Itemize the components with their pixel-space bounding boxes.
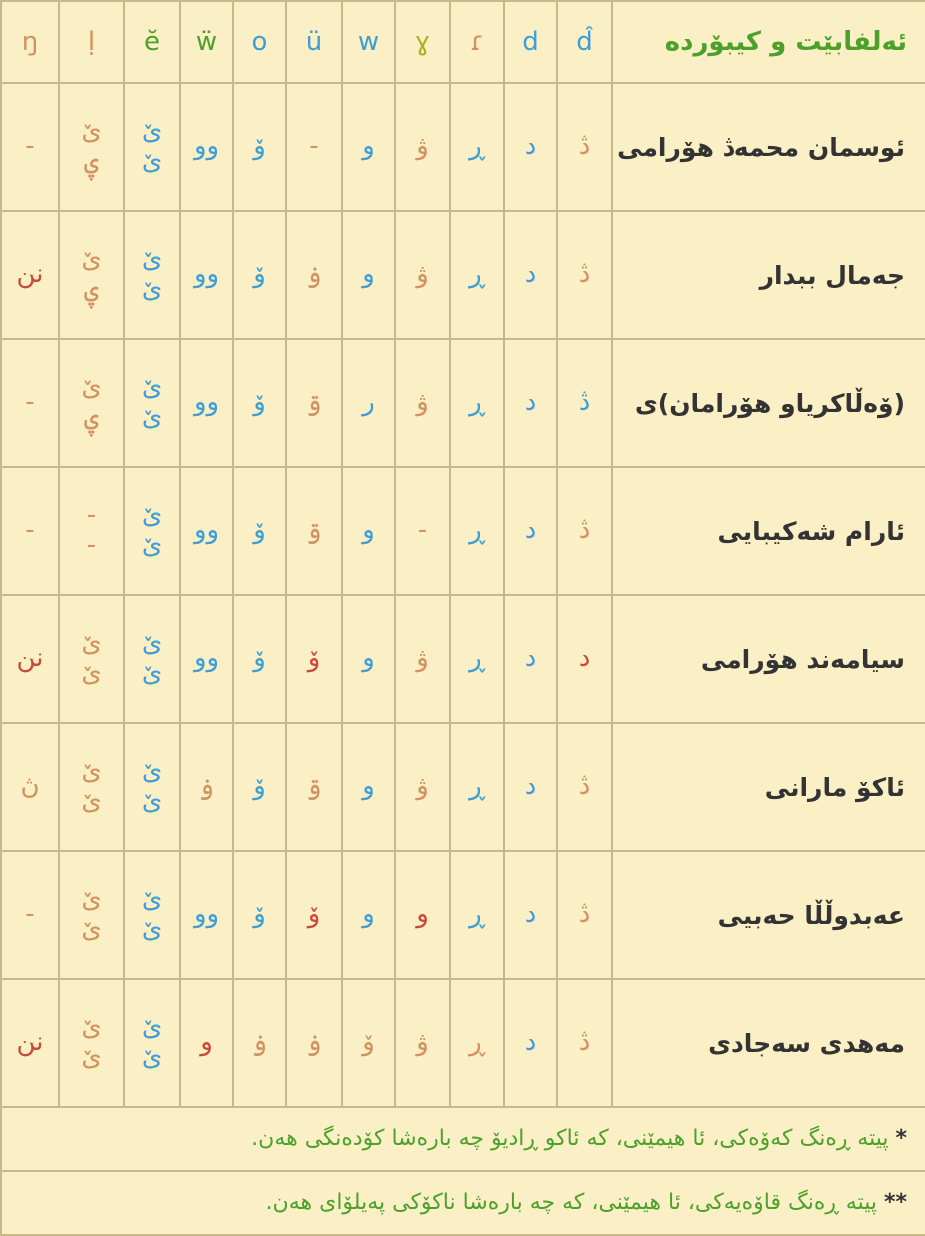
header-letter-8: ɾ: [450, 1, 504, 83]
letter-cell: [342, 851, 395, 979]
letter-glyph: د: [524, 515, 537, 546]
header-letter-9: d: [504, 1, 557, 83]
letter-glyph: -: [25, 387, 35, 418]
letter-cell: [124, 723, 180, 851]
letter-glyph: وو: [193, 131, 220, 162]
letter-cell: [504, 851, 557, 979]
letter-glyph: و: [362, 771, 375, 802]
letter-glyph: ڎ: [578, 899, 591, 930]
letter-glyph: ڎ: [578, 515, 591, 546]
letter-glyph: ێ ێ: [141, 1012, 163, 1072]
letter-glyph: ر: [362, 387, 375, 418]
letter-glyph: ێ ێ: [81, 884, 102, 944]
letter-glyph: ێ ێ: [81, 628, 102, 688]
letter-glyph: وو: [193, 515, 220, 546]
letter-glyph: د: [524, 1027, 537, 1058]
letter-cell: [1, 595, 59, 723]
letter-cell: [1, 211, 59, 339]
letter-glyph: ۋ: [416, 643, 429, 674]
letter-cell: [124, 467, 180, 595]
letter-glyph: ۆ: [362, 1027, 375, 1058]
letter-glyph: د: [524, 643, 537, 674]
table-row: [1, 467, 925, 595]
header-letter-4: o: [233, 1, 286, 83]
letter-glyph: -: [309, 131, 319, 162]
letter-glyph: ۋ: [416, 1027, 429, 1058]
letter-glyph: و: [362, 259, 375, 290]
header-letter-2: ĕ: [124, 1, 180, 83]
letter-cell: [504, 467, 557, 595]
author-name: ئارام شەکیبایی: [612, 467, 925, 595]
letter-glyph: وو: [193, 899, 220, 930]
letter-cell: [59, 83, 124, 211]
letter-glyph: ێ ۑ: [81, 244, 102, 304]
letter-glyph: ێ ێ: [141, 244, 163, 304]
letter-cell: [395, 723, 450, 851]
letter-glyph: و: [416, 899, 429, 930]
note-1-text: پیتە ڕەنگ کەۆەکی، ئا هیمێنی، کە ئاکو ڕادیۆ چە بارەشا کۆدەنگی هەن.: [251, 1126, 889, 1151]
letter-cell: [180, 211, 233, 339]
letter-cell: [124, 851, 180, 979]
letter-cell: [504, 723, 557, 851]
letter-cell: [1, 83, 59, 211]
letter-cell: [557, 211, 612, 339]
letter-glyph: نن: [16, 259, 44, 290]
letter-glyph: ێ ێ: [81, 1012, 102, 1072]
letter-glyph: ۆ: [253, 387, 266, 418]
letter-cell: [59, 595, 124, 723]
letter-glyph: و: [200, 1027, 213, 1058]
letter-glyph: ێ ێ: [81, 756, 102, 816]
letter-cell: [557, 83, 612, 211]
letter-cell: [504, 339, 557, 467]
letter-cell: [180, 467, 233, 595]
letter-glyph: ڎ: [578, 387, 591, 418]
letter-glyph: ێ ێ: [141, 372, 163, 432]
table-row: [1, 851, 925, 979]
letter-glyph: ۋ: [416, 131, 429, 162]
table-row: [1, 83, 925, 211]
letter-cell: [1, 851, 59, 979]
letter-glyph: ۆ: [253, 259, 266, 290]
letter-cell: [59, 211, 124, 339]
letter-glyph: ۊ: [306, 515, 322, 546]
letter-cell: [395, 595, 450, 723]
note-1: [1, 1107, 925, 1171]
letter-glyph: ڽ: [20, 771, 40, 802]
letter-glyph: -: [417, 515, 428, 546]
letter-cell: [395, 467, 450, 595]
letter-cell: [450, 211, 504, 339]
letter-cell: [504, 83, 557, 211]
letter-cell: [342, 339, 395, 467]
letter-cell: [342, 723, 395, 851]
letter-cell: [233, 979, 286, 1107]
letter-cell: [1, 723, 59, 851]
letter-glyph: ێ ێ: [141, 116, 163, 176]
letter-cell: [1, 467, 59, 595]
letter-cell: [59, 723, 124, 851]
letter-glyph: ۆ: [253, 515, 266, 546]
letter-glyph: ێ ێ: [141, 756, 163, 816]
letter-glyph: ڕ: [469, 515, 485, 546]
letter-cell: [233, 723, 286, 851]
table-row: [1, 723, 925, 851]
letter-glyph: ڕ: [469, 643, 485, 674]
letter-cell: [286, 211, 342, 339]
letter-glyph: ڕ: [469, 771, 485, 802]
author-name: جەمال ببدار: [612, 211, 925, 339]
letter-glyph: وو: [193, 387, 220, 418]
letter-cell: [59, 851, 124, 979]
letter-glyph: ۆ: [307, 899, 321, 930]
letter-cell: [233, 83, 286, 211]
letter-cell: [59, 979, 124, 1107]
letter-glyph: ڎ: [578, 131, 591, 162]
letter-cell: [233, 851, 286, 979]
letter-cell: [504, 211, 557, 339]
letter-cell: [342, 595, 395, 723]
note-2-star: **: [883, 1189, 907, 1215]
letter-glyph: ۆ: [253, 131, 266, 162]
letter-cell: [557, 339, 612, 467]
letter-glyph: ڕ: [469, 259, 485, 290]
letter-glyph: ڎ: [578, 1027, 591, 1058]
letter-glyph: ڕ: [469, 387, 485, 418]
letter-cell: [557, 979, 612, 1107]
header-row: [1, 1, 925, 83]
letter-cell: [504, 979, 557, 1107]
author-name: ئاکۆ مارانی: [612, 723, 925, 851]
note-2-text: پیتە ڕەنگ قاۆەیەکی، ئا هیمێنی، کە چە بارەشا ناکۆکی پەیلۆای هەن.: [265, 1189, 877, 1215]
header-letter-3: ẅ: [180, 1, 233, 83]
letter-cell: [504, 595, 557, 723]
letter-cell: [124, 339, 180, 467]
author-name: سیامەند هۆرامی: [612, 595, 925, 723]
letter-cell: [557, 467, 612, 595]
letter-cell: [233, 339, 286, 467]
letter-cell: [59, 339, 124, 467]
letter-cell: [342, 211, 395, 339]
author-name: ئوسمان محمەڎ هۆرامی: [612, 83, 925, 211]
header-letter-7: ɣ: [395, 1, 450, 83]
letter-cell: [124, 979, 180, 1107]
letter-glyph: ۆ: [253, 899, 266, 930]
letter-glyph: و: [362, 515, 375, 546]
letter-glyph: نن: [16, 1027, 44, 1058]
header-letter-1: ḷ: [59, 1, 124, 83]
letter-cell: [124, 83, 180, 211]
header-letter-0: ŋ: [1, 1, 59, 83]
header-letter-6: w: [342, 1, 395, 83]
letter-glyph: ێ ۑ: [81, 116, 102, 176]
letter-cell: [180, 979, 233, 1107]
letter-cell: [180, 83, 233, 211]
letter-cell: [395, 979, 450, 1107]
letter-cell: [450, 979, 504, 1107]
letter-cell: [395, 83, 450, 211]
letter-cell: [124, 211, 180, 339]
letter-cell: [180, 851, 233, 979]
letter-glyph: د: [524, 387, 537, 418]
header-title: ئەلفابێت و کیبۆردە: [612, 1, 925, 83]
table-row: [1, 979, 925, 1107]
letter-glyph: ۆ: [253, 771, 266, 802]
letter-cell: [395, 339, 450, 467]
letter-cell: [450, 723, 504, 851]
author-name: عەبدوڵڵا حەبیی: [612, 851, 925, 979]
letter-glyph: و: [362, 899, 375, 930]
letter-glyph: -: [25, 131, 35, 162]
letter-cell: [180, 723, 233, 851]
letter-glyph: ۏ: [251, 1027, 268, 1058]
letter-cell: [233, 595, 286, 723]
letter-cell: [342, 979, 395, 1107]
letter-glyph: د: [524, 771, 537, 802]
letter-cell: [342, 83, 395, 211]
letter-cell: [450, 339, 504, 467]
letter-cell: [557, 723, 612, 851]
letter-glyph: ۋ: [416, 259, 429, 290]
letter-glyph: ۊ: [306, 771, 322, 802]
letter-glyph: ێ ێ: [141, 500, 163, 560]
letter-glyph: ڕ: [469, 899, 485, 930]
letter-glyph: و: [362, 643, 375, 674]
letter-cell: [286, 979, 342, 1107]
letter-glyph: د: [524, 131, 537, 162]
letter-glyph: ێ ۑ: [81, 372, 102, 432]
letter-glyph: د: [524, 899, 537, 930]
letter-cell: [1, 339, 59, 467]
letter-glyph: ڎ: [578, 259, 591, 290]
letter-cell: [395, 211, 450, 339]
note-2: [1, 1171, 925, 1235]
letter-glyph: ڎ: [578, 771, 591, 802]
letter-glyph: ڕ: [469, 131, 485, 162]
letter-glyph: د: [578, 643, 591, 674]
letter-cell: [180, 339, 233, 467]
letter-glyph: و: [362, 131, 375, 162]
letter-cell: [286, 595, 342, 723]
letter-cell: [395, 851, 450, 979]
table-row: [1, 339, 925, 467]
letter-glyph: وو: [193, 643, 220, 674]
letter-glyph: ۏ: [306, 259, 322, 290]
letter-glyph: -: [25, 515, 35, 546]
letter-cell: [557, 595, 612, 723]
table-row: [1, 211, 925, 339]
letter-cell: [286, 467, 342, 595]
letter-cell: [1, 979, 59, 1107]
letter-glyph: ۆ: [307, 643, 321, 674]
letter-cell: [450, 595, 504, 723]
header-letter-5: ü: [286, 1, 342, 83]
notes-section: [1, 1107, 925, 1235]
letter-cell: [286, 723, 342, 851]
letter-glyph: ێ ێ: [141, 628, 163, 688]
letter-cell: [233, 211, 286, 339]
letter-glyph: د: [524, 259, 537, 290]
letter-cell: [286, 83, 342, 211]
table-row: [1, 595, 925, 723]
letter-cell: [450, 83, 504, 211]
letter-glyph: ۏ: [198, 771, 215, 802]
letter-glyph: ێ ێ: [141, 884, 163, 944]
letter-cell: [233, 467, 286, 595]
letter-cell: [450, 851, 504, 979]
letter-glyph: ۊ: [306, 387, 322, 418]
letter-glyph: -: [25, 899, 35, 930]
header-letter-10: d̂: [557, 1, 612, 83]
letter-glyph: وو: [193, 259, 220, 290]
letter-cell: [286, 339, 342, 467]
letter-cell: [124, 595, 180, 723]
letter-glyph: ۋ: [416, 771, 429, 802]
letter-cell: [557, 851, 612, 979]
letter-glyph: ڕ: [469, 1027, 485, 1058]
letter-cell: [59, 467, 124, 595]
letter-cell: [180, 595, 233, 723]
letter-cell: [286, 851, 342, 979]
letter-glyph: نن: [16, 643, 44, 674]
author-name: مەهدی سەجادی: [612, 979, 925, 1107]
letter-cell: [450, 467, 504, 595]
letter-cell: [342, 467, 395, 595]
letter-glyph: ۏ: [306, 1027, 322, 1058]
letter-glyph: ۋ: [416, 387, 429, 418]
note-1-star: *: [895, 1126, 907, 1151]
author-name: (ۆەڵاکریاو هۆرامان)ی: [612, 339, 925, 467]
letter-glyph: ۆ: [253, 643, 266, 674]
letter-glyph: - -: [86, 500, 97, 560]
